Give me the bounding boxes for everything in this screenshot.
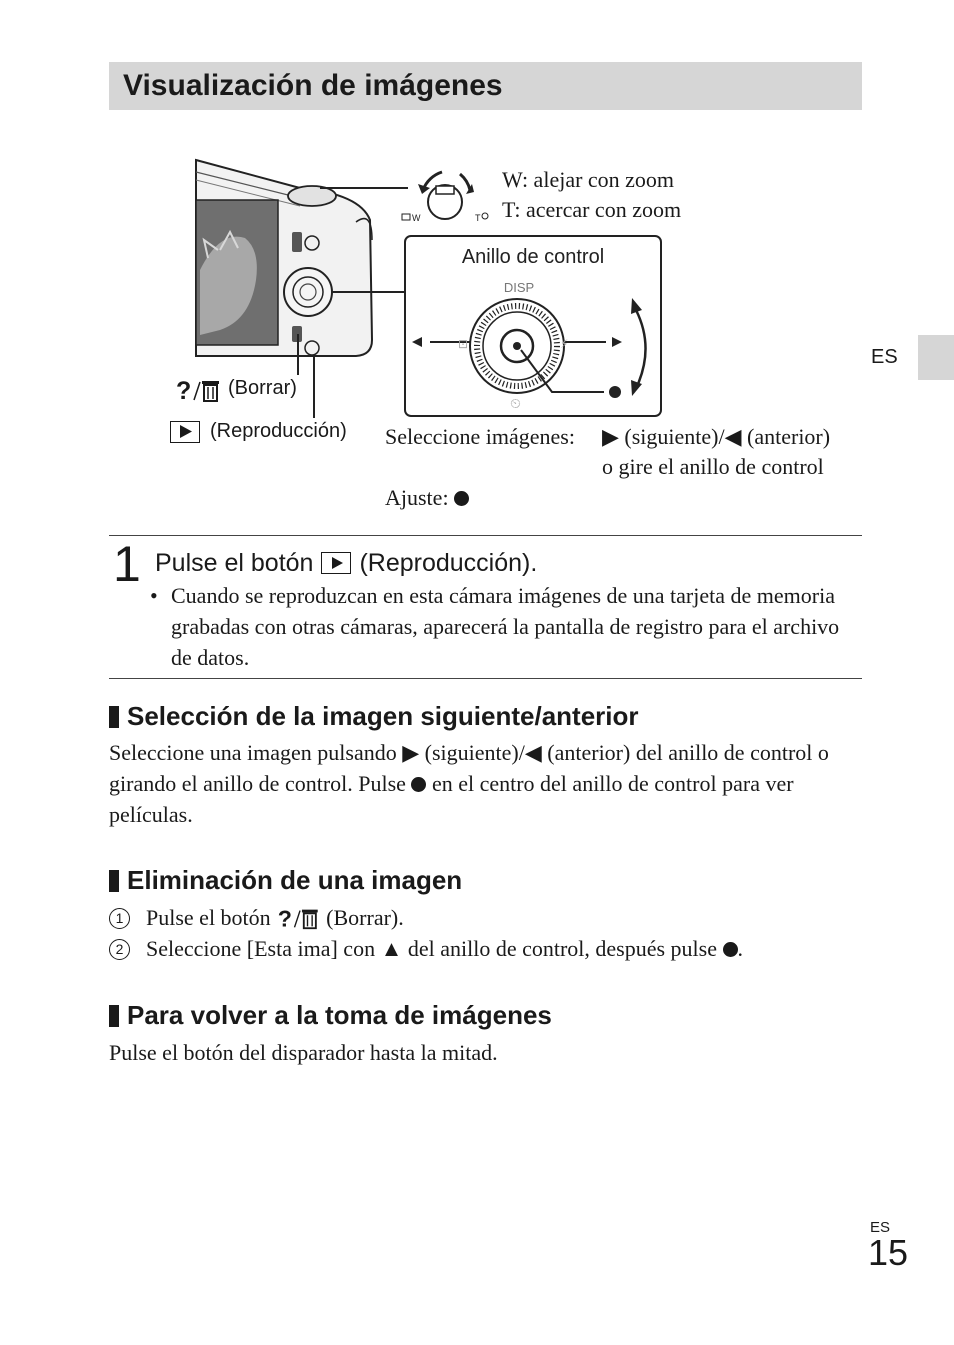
section-marker-icon — [109, 706, 119, 728]
borrar-label: (Borrar) — [228, 377, 297, 399]
svg-text:?: ? — [277, 905, 293, 931]
delete-step-1: 1 Pulse el botón ? (Borrar). — [109, 902, 404, 933]
delete-step-2: 2 Seleccione [Esta ima] con ▲ del anillo de control, después pulse . — [109, 933, 743, 964]
svg-text:?: ? — [176, 377, 192, 404]
step-1-instruction: Pulse el botón (Reproducción). — [155, 549, 538, 577]
reproduccion-label: (Reproducción) — [210, 420, 347, 442]
step-number: 1 — [113, 536, 141, 592]
step-circle-2: 2 — [109, 939, 130, 960]
select-images-line1: ▶ (siguiente)/◀ (anterior) — [602, 424, 831, 449]
ajuste-label: Ajuste: — [385, 483, 469, 513]
svg-text:W: W — [412, 213, 421, 223]
disp-label: DISP — [503, 280, 535, 295]
section-heading-delete: Eliminación de una imagen — [109, 863, 462, 897]
zoom-t-label: T: acercar con zoom — [502, 197, 682, 222]
svg-text:⚡: ⚡ — [560, 337, 569, 351]
zoom-w-label: W: alejar con zoom — [502, 167, 675, 192]
section-heading-return: Para volver a la toma de imágenes — [109, 998, 552, 1032]
help-delete-icon — [276, 905, 326, 931]
section-marker-icon — [109, 870, 119, 892]
footer-language: ES — [870, 1219, 891, 1236]
center-dot-icon — [723, 942, 738, 957]
step-circle-1: 1 — [109, 908, 130, 929]
divider-top — [109, 535, 862, 536]
svg-text:⊡: ⊡ — [458, 337, 469, 351]
camera-illustration — [196, 160, 372, 356]
center-dot-icon — [411, 777, 426, 792]
self-timer-icon: ⏲ — [510, 396, 521, 412]
camera-control-wheel-icon — [284, 268, 332, 316]
section-marker-icon — [109, 1005, 119, 1027]
section-body-next-prev: Seleccione una imagen pulsando ▶ (siguiente)/◀ (anterior) del anillo de control o girando el anillo de control. Pulse en el centro del anillo de control para ver películas. — [109, 740, 829, 827]
center-button-dot-icon — [609, 386, 621, 398]
center-dot-icon — [454, 491, 469, 506]
page-title: Visualización de imágenes — [123, 69, 503, 102]
select-images-label: Seleccione imágenes: — [385, 424, 575, 449]
section-body-return: Pulse el botón del disparador hasta la mitad. — [109, 1040, 498, 1065]
page-number: 15 — [868, 1232, 909, 1273]
section-heading-next-prev: Selección de la imagen siguiente/anterior — [109, 699, 639, 733]
side-language-tab — [918, 335, 954, 380]
side-language-label: ES — [871, 346, 898, 368]
select-images-line2: o gire el anillo de control — [602, 454, 824, 479]
step-1-note: • Cuando se reproduzcan en esta cámara imágenes de una tarjeta de memoria grabadas con otras cámaras, aparecerá la pantalla de registro para el archivo de datos. — [150, 583, 840, 670]
playback-icon — [170, 421, 200, 443]
playback-icon — [321, 552, 351, 574]
divider-bottom — [109, 678, 862, 679]
help-delete-icon — [176, 376, 226, 404]
svg-text:T: T — [475, 213, 481, 223]
zoom-ring-icon — [402, 172, 488, 223]
control-ring-title: Anillo de control — [461, 246, 605, 268]
